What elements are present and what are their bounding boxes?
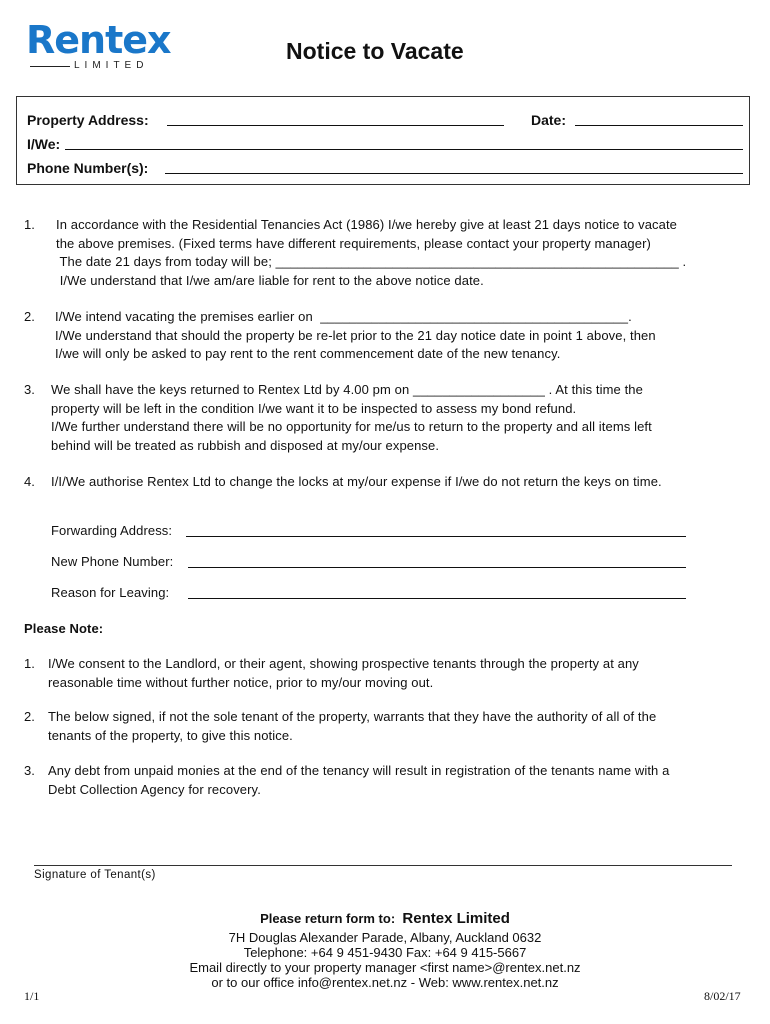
return-label: Please return form to: — [260, 911, 396, 926]
note-line: I/We consent to the Landlord, or their agent, showing prospective tenants through the property at any — [48, 656, 639, 671]
item-line: We shall have the keys returned to Rentex Ltd by 4.00 pm on __________________ . At this time the — [51, 382, 643, 397]
item-line: I/I/We authorise Rentex Ltd to change the locks at my/our expense if I/we do not return the keys on time. — [51, 474, 662, 489]
page-number: 1/1 — [24, 989, 40, 1003]
note-1 — [48, 655, 758, 692]
item-number: 1. — [24, 217, 35, 232]
phone-field[interactable] — [165, 173, 743, 174]
item-1 — [56, 216, 756, 290]
item-line: I/We understand that I/we am/are liable for rent to the above notice date. — [56, 272, 484, 288]
logo-wordmark: Rentex — [26, 18, 171, 62]
item-2 — [55, 308, 755, 364]
forwarding-address-field[interactable] — [186, 536, 686, 537]
footer-email: Email directly to your property manager <first name>@rentex.net.nz — [189, 960, 581, 975]
item-number: 4. — [24, 474, 35, 489]
item-line: the above premises. (Fixed terms have different requirements, please contact your property manager) — [56, 235, 651, 251]
return-brand: Rentex Limited — [402, 910, 510, 927]
note-number: 3. — [24, 763, 35, 778]
rentex-logo — [26, 20, 191, 72]
return-line — [0, 911, 770, 926]
phone-label: Phone Number(s): — [27, 160, 149, 176]
item-line: I/we will only be asked to pay rent to the rent commencement date of the new tenancy. — [55, 346, 561, 361]
footer-office: or to our office info@rentex.net.nz - Web: www.rentex.net.nz — [211, 975, 559, 990]
logo-limited-text: LIMITED — [74, 60, 149, 71]
item-line: property will be left in the condition I/we want it to be inspected to assess my bond refund. — [51, 400, 577, 416]
iwe-field[interactable] — [65, 149, 743, 150]
item-line: behind will be treated as rubbish and disposed at my/our expense. — [51, 437, 440, 453]
property-address-field[interactable] — [167, 125, 504, 126]
item-line: I/We intend vacating the premises earlier on __________________________________________. — [55, 309, 632, 324]
note-line: reasonable time without further notice, prior to my/our moving out. — [48, 674, 434, 690]
item-line: I/We understand that should the property be re-let prior to the 21 day notice date in point 1 above, then — [55, 327, 656, 343]
property-address-label: Property Address: — [27, 112, 149, 128]
new-phone-label: New Phone Number: — [51, 554, 174, 569]
forwarding-address-label: Forwarding Address: — [51, 523, 173, 538]
please-note-heading: Please Note: — [24, 621, 104, 636]
note-number: 1. — [24, 656, 35, 671]
reason-field[interactable] — [188, 598, 686, 599]
note-line: tenants of the property, to give this notice. — [48, 727, 293, 743]
signature-label: Signature of Tenant(s) — [34, 869, 156, 881]
item-3 — [51, 381, 751, 455]
item-line: The date 21 days from today will be; _______________________________________________________ . — [56, 254, 687, 269]
iwe-label: I/We: — [27, 136, 61, 152]
note-number: 2. — [24, 709, 35, 724]
item-number: 2. — [24, 309, 35, 324]
item-line: In accordance with the Residential Tenancies Act (1986) I/we hereby give at least 21 days notice to vacate — [56, 217, 677, 232]
logo-rule — [30, 66, 70, 67]
note-line: Debt Collection Agency for recovery. — [48, 781, 261, 797]
logo-subtitle — [30, 60, 190, 72]
note-line: The below signed, if not the sole tenant of the property, warrants that they have the authority of all of the — [48, 709, 657, 724]
date-field[interactable] — [575, 125, 743, 126]
signature-field[interactable] — [34, 865, 732, 866]
details-box — [16, 96, 750, 185]
item-4 — [51, 473, 751, 492]
item-number: 3. — [24, 382, 35, 397]
page-title: Notice to Vacate — [286, 38, 464, 64]
new-phone-field[interactable] — [188, 567, 686, 568]
reason-label: Reason for Leaving: — [51, 585, 170, 600]
item-line: I/We further understand there will be no opportunity for me/us to return to the property and all items left — [51, 419, 652, 434]
footer-address: 7H Douglas Alexander Parade, Albany, Auckland 0632 — [228, 930, 542, 945]
footer-phones: Telephone: +64 9 451-9430 Fax: +64 9 415-5667 — [243, 945, 527, 960]
date-label: Date: — [531, 112, 567, 128]
note-line: Any debt from unpaid monies at the end of the tenancy will result in registration of the tenants name with a — [48, 763, 670, 778]
revision-date: 8/02/17 — [704, 989, 741, 1003]
note-2 — [48, 708, 758, 745]
note-3 — [48, 762, 758, 799]
